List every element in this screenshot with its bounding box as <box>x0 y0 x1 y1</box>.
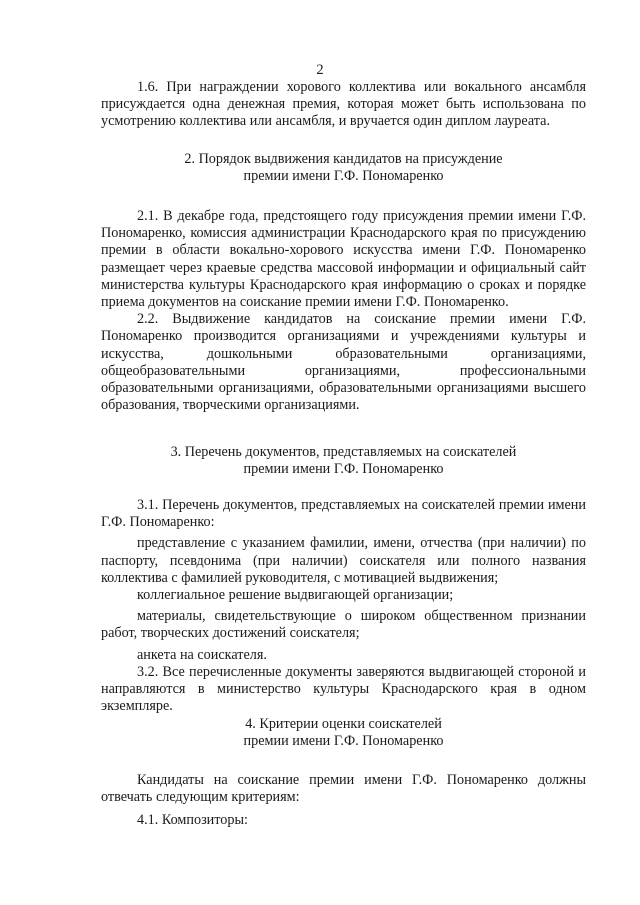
section-3-heading <box>101 444 586 479</box>
paragraph-2-1: 2.1. В декабре года, предстоящего году присуждения премии имени Г.Ф. Пономаренко, комиссия администрации Краснодарского края по присуждению премии в области вокально-хорового искусства имени Г.Ф. Пономаренко размещает через краевые средства массовой информации и официальный сайт министерства культуры Краснодарского края информацию о сроках и порядке приема документов на соискание премии имени Г.Ф. Пономаренко. <box>101 208 586 311</box>
section-4-heading <box>101 716 586 751</box>
section-2-heading-line-2: премии имени Г.Ф. Пономаренко <box>243 168 444 185</box>
section-2-body <box>101 208 586 414</box>
section-2-heading-line-1: 2. Порядок выдвижения кандидатов на присуждение <box>184 151 503 167</box>
document-item-3: материалы, свидетельствующие о широком общественном признании работ, творческих достижений соискателя; <box>101 608 586 642</box>
paragraph-2-2: 2.2. Выдвижение кандидатов на соискание премии имени Г.Ф. Пономаренко производится организациями и учреждениями культуры и искусства, дошкольными образовательными организациями, общеобразовательными организациями, профессиональными образовательными организациями, образовательными организациями высшего образования, творческими организациями. <box>101 311 586 414</box>
document-item-4: анкета на соискателя. <box>137 646 267 663</box>
paragraph-4-intro: Кандидаты на соискание премии имени Г.Ф. Пономаренко должны отвечать следующим критериям: <box>101 772 586 806</box>
page-number: 2 <box>316 62 324 78</box>
section-4-heading-line-2: премии имени Г.Ф. Пономаренко <box>243 733 444 750</box>
paragraph-1-6-block <box>101 79 586 131</box>
paragraph-3-1: 3.1. Перечень документов, представляемых на соискателей премии имени Г.Ф. Пономаренко: <box>101 497 586 531</box>
paragraph-1-6: 1.6. При награждении хорового коллектива или вокального ансамбля присуждается одна денежная премия, которая может быть использована по усмотрению коллектива или ансамбля, и вручается один диплом лауреата. <box>101 79 586 130</box>
document-item-1: представление с указанием фамилии, имени, отчества (при наличии) по паспорту, псевдонима (при наличии) соискателя или полного названия коллектива с фамилией руководителя, с мотивацией выдвижения; <box>101 535 586 586</box>
section-3-heading-line-2: премии имени Г.Ф. Пономаренко <box>243 461 444 478</box>
section-3-body <box>101 497 586 715</box>
section-4-body <box>101 772 586 830</box>
section-2-heading <box>101 151 586 186</box>
document-item-2: коллегиальное решение выдвигающей организации; <box>137 587 454 604</box>
paragraph-4-1: 4.1. Композиторы: <box>137 812 248 829</box>
section-4-heading-line-1: 4. Критерии оценки соискателей <box>245 716 442 732</box>
paragraph-3-2: 3.2. Все перечисленные документы заверяются выдвигающей стороной и направляются в министерство культуры Краснодарского края в одном экземпляре. <box>101 663 586 715</box>
section-3-heading-line-1: 3. Перечень документов, представляемых на соискателей <box>170 444 517 460</box>
